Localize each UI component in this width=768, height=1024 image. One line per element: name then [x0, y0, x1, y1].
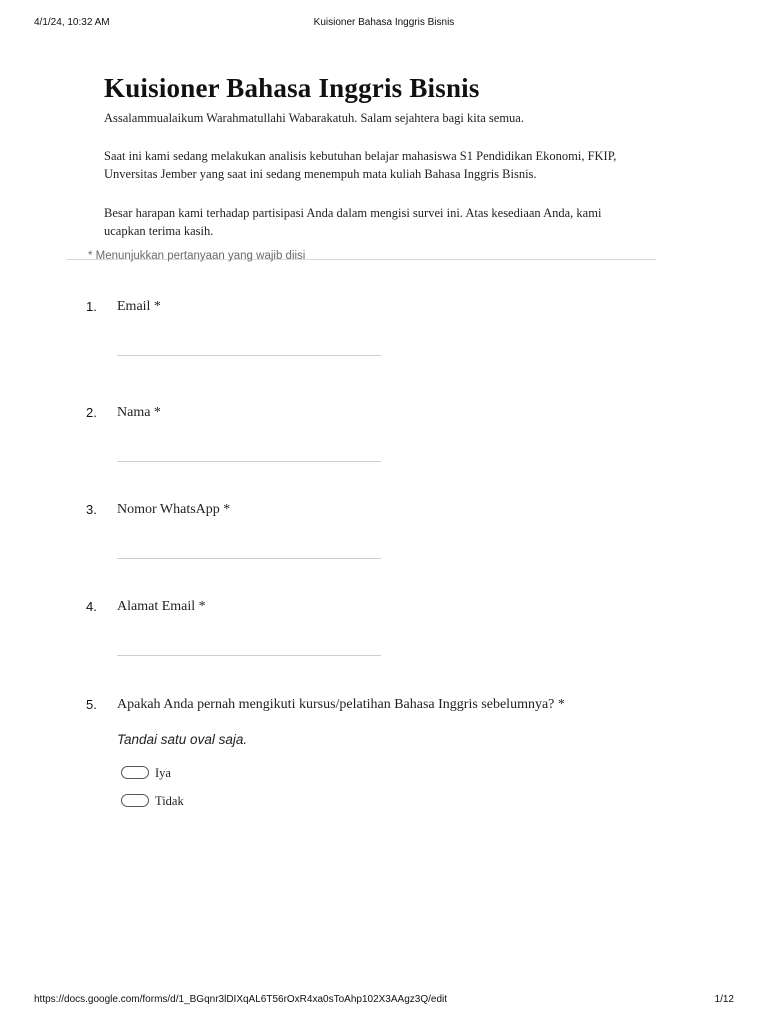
print-datetime: 4/1/24, 10:32 AM: [34, 17, 110, 28]
question-number: 4.: [86, 599, 97, 614]
oval-radio-icon[interactable]: [121, 794, 149, 807]
print-url: https://docs.google.com/forms/d/1_BGqnr3lDIXqAL6T56rOxR4xa0sToAhp102X3AAgz3Q/edit: [34, 994, 448, 1005]
question-label: Email *: [117, 299, 161, 314]
question-label: Alamat Email *: [117, 599, 206, 614]
form-title: Kuisioner Bahasa Inggris Bisnis: [104, 73, 480, 103]
whatsapp-input-line[interactable]: [117, 558, 381, 559]
form-description-greeting: Assalammualaikum Warahmatullahi Wabarakatuh. Salam sejahtera bagi kita semua.: [104, 111, 524, 125]
option-label: Tidak: [155, 794, 184, 808]
required-note: * Menunjukkan pertanyaan yang wajib diisi: [88, 250, 306, 262]
print-header: [0, 17, 768, 33]
option-label: Iya: [155, 766, 171, 780]
question-label: Nama *: [117, 405, 161, 420]
question-number: 3.: [86, 502, 97, 517]
email-input-line[interactable]: [117, 355, 381, 356]
nama-input-line[interactable]: [117, 461, 381, 462]
question-label: Apakah Anda pernah mengikuti kursus/pelatihan Bahasa Inggris sebelumnya? *: [117, 697, 565, 712]
print-page-number: 1/12: [714, 994, 734, 1005]
question-number: 2.: [86, 405, 97, 420]
question-hint: Tandai satu oval saja.: [117, 732, 248, 747]
question-label: Nomor WhatsApp *: [117, 502, 231, 517]
question-number: 5.: [86, 697, 97, 712]
question-number: 1.: [86, 299, 97, 314]
form-description-thanks: Besar harapan kami terhadap partisipasi Anda dalam mengisi survei ini. Atas kesediaan Anda, kami ucapkan terima kasih.: [104, 206, 602, 238]
print-footer: [0, 994, 768, 1010]
oval-radio-icon[interactable]: [121, 766, 149, 779]
form-description-purpose: Saat ini kami sedang melakukan analisis kebutuhan belajar mahasiswa S1 Pendidikan Ekonomi, FKIP, Unversitas Jember yang saat ini sedang menempuh mata kuliah Bahasa Inggris Bisnis.: [104, 149, 617, 181]
alamat-email-input-line[interactable]: [117, 655, 381, 656]
print-doc-title: Kuisioner Bahasa Inggris Bisnis: [313, 17, 455, 28]
